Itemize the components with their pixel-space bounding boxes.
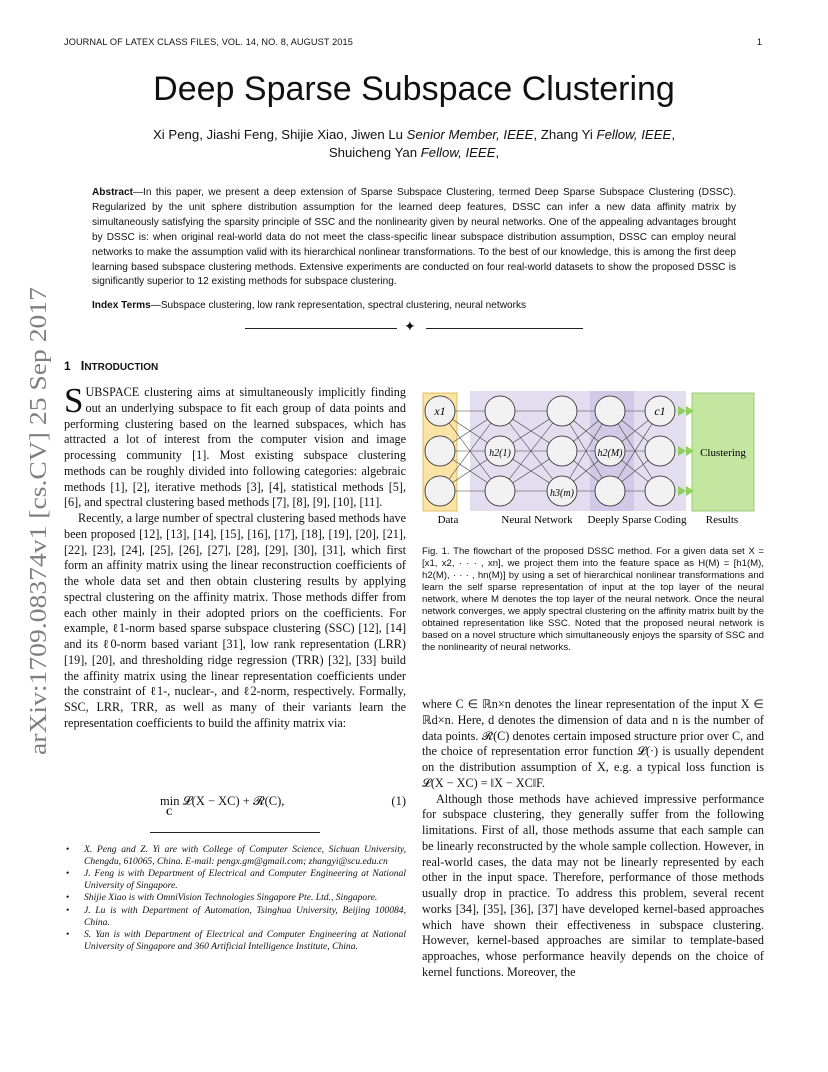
footnote-item: • S. Yan is with Department of Electrical and Computer Engineering at National University of Singapore and 360 Artificial Intelligence Institute, China. [64,929,406,952]
abstract [92,186,736,290]
section-title-rest: NTRODUCTION [84,362,159,373]
equation-subscript: C [166,807,173,817]
right-paragraph-1: where C ∈ ℝn×n denotes the linear representation of the input X ∈ ℝd×n. Here, d denotes the dimension of data and n is the number of data points. 𝓡(C) denotes certain imposed structure prior over C, and the choice of representation error function 𝓛(·) is usually dependent on the distribution assumption of X, e.g. a typical loss function is 𝓛(X − XC) = ‖X − XC‖F. [422,697,764,790]
author-names: Shuicheng Yan [328,145,418,160]
divider-star-icon: ✦ [404,320,416,335]
label-hM: h2(M) [597,448,623,459]
label-x1: x1 [434,404,446,418]
label-neural-network: Neural Network [501,514,573,526]
abstract-label: Abstract [92,187,133,198]
dropcap: S [64,381,84,420]
label-deep-sparse-coding: Deeply Sparse Coding [587,514,687,526]
footnote-item: • J. Lu is with Department of Automation, Tsinghua University, Beijing 100084, China. [64,905,406,928]
intro-paragraph-1-text: clustering aims at simultaneously implicitly finding out an underlying subspace to fit each group of data points and performing clustering based on the learned subspaces, which has attracted a lot of interest from the computer vision and image processing community [1]. Most existing subspace clustering methods can be roughly divided into following categories: algebraic methods [1], [2], iterative methods [3], [4], statistical methods [5], [6], and spectral clustering based methods [7], [8], [9], [10], [11]. [64,385,406,510]
label-h1: h2(1) [489,448,511,459]
section-number: 1 [64,359,71,373]
author-role: Fellow, IEEE [596,127,672,142]
label-results: Results [705,514,739,526]
right-paragraph-2: Although those methods have achieved impressive performance for subspace clustering, they generally suffer from the following limitations. First of all, those methods assume that each sample can be linearly reconstructed by the whole sample collection. However, in real-world cases, the data may not be linearly represented by each other in the input space. Therefore, performance of those methods usually drop in practice. To address this problem, several recent works [34], [35], [36], [37] have developed kernel-based approaches which have shown their effectiveness in subspace clustering. However, kernel-based approaches are similar to template-based approaches, whose performance heavily depends on the choice of kernel functions. Moreover, the [422,791,764,979]
intro-paragraph-2: Recently, a large number of spectral clustering based methods have been proposed [12], [13], [14], [15], [16], [17], [18], [19], [20], [21], [22], [23], [24], [25], [26], [27], [28], [29], [30], [31], which first form an affinity matrix using the linear reconstruction coefficients of the whole data set and then obtain clustering results by applying spectral clustering on the affinity matrix. Those methods differ from each other mainly in their adopted priors on the coefficients. For example, ℓ1-norm based sparse subspace clustering (SSC) [12], [14] and its ℓ0-norm based variant [31], low rank representation (LRR) [19], [20], and thresholding ridge regression (TRR) [32], [33] build the affinity matrix using the linear representation coefficients under the constraint of ℓ1-, nuclear-, and ℓ2-norm, respectively. Formally, SSC, LRR, TRR, as well as many of their variants learn the representation coefficients to build the affinity matrix via: [64,511,406,730]
figure-1-caption: Fig. 1. The flowchart of the proposed DSSC method. For a given data set X = [x1, x2, · · · , xn], we project them into the feature space as H(M) = [h1(M), h2(M), · · · , hn(M)] by using a set of hierarchical nonlinear transformations and learn the self sparse representation of input at the top layer of the neural network, where M denotes the top layer of the neural network. Once the neural network converges, we apply spectral clustering on the affinity matrix built by the obtained representation like SSC. Noted that the proposed neural network is based on a novel structure which simultaneously enjoys the sparsity of SSC and the nonlinearity of neural networks. [422,546,764,653]
section-divider [245,328,397,329]
author-names: Xi Peng, Jiashi Feng, Shijie Xiao, Jiwen Lu [153,127,403,142]
section-divider [426,328,583,329]
index-terms [92,300,736,311]
intro-left-column [64,381,406,732]
label-c1: c1 [654,404,666,418]
intro-paragraph-1 [64,381,406,511]
figure-1-flowchart [422,386,766,536]
section-title-first: I [80,358,85,373]
author-list: Xi Peng, Jiashi Feng, Shijie Xiao, Jiwen Lu Senior Member, IEEE, Zhang Yi Fellow, IEEE, Shuicheng Yan Fellow, IEEE, [153,127,675,160]
equation-body [160,794,285,817]
index-terms-label: Index Terms [92,300,151,311]
intro-right-column [422,697,764,981]
dropcap-smallcaps: UBSPACE [85,385,140,399]
label-hm: h3(m) [550,488,574,499]
label-data: Data [437,514,459,526]
section-heading [64,358,158,373]
equation-number: (1) [391,794,406,808]
running-header: JOURNAL OF LATEX CLASS FILES, VOL. 14, NO. 8, AUGUST 2015 [64,37,353,47]
arxiv-stamp [6,285,58,755]
footnote-rule [150,832,320,833]
footnote-item: • J. Feng is with Department of Electrical and Computer Engineering at National University of Singapore. [64,868,406,891]
footnote-item: • X. Peng and Z. Yi are with College of Computer Science, Sichuan University, Chengdu, 610065, China. E-mail: pengx.gm@gmail.com; zhangyi@scu.edu.cn [64,844,406,867]
affiliation-footnotes [64,844,406,953]
footnote-item: • Shijie Xiao is with OmniVision Technologies Singapore Pte. Ltd., Singapore. [64,892,406,904]
author-role: Senior Member, IEEE [406,127,534,142]
label-clustering: Clustering [700,447,746,459]
equation-text: min 𝓛(X − XC) + 𝓡(C), [160,794,285,808]
paper-title: Deep Sparse Subspace Clustering [153,70,675,108]
index-terms-text: —Subspace clustering, low rank representation, spectral clustering, neural networks [150,300,527,311]
arxiv-identifier: arXiv:1709.08374v1 [cs.CV] 25 Sep 2017 [26,348,52,755]
author-names: , Zhang Yi [533,127,593,142]
author-role: Fellow, IEEE [420,145,496,160]
page-number: 1 [756,37,762,47]
abstract-text: —In this paper, we present a deep extension of Sparse Subspace Clustering, termed Deep Sparse Subspace Clustering (DSSC). Regularized by the unit sphere distribution assumption for the learned deep features, DSSC can infer a new data affinity matrix by simultaneously satisfying the sparsity principle of SSC and the nonlinearity given by neural networks. One of the appealing advantages brought by DSSC is: when original real-world data do not meet the class-specific linear subspace distribution assumption, DSSC can employ neural networks to make the assumption valid with its hierarchical nonlinear transformations. To the best of our knowledge, this is among the first deep learning based subspace clustering methods. Extensive experiments are conducted on four real-world datasets to show the proposed DSSC is significantly superior to 12 existing methods for subspace clustering. [92,187,736,288]
